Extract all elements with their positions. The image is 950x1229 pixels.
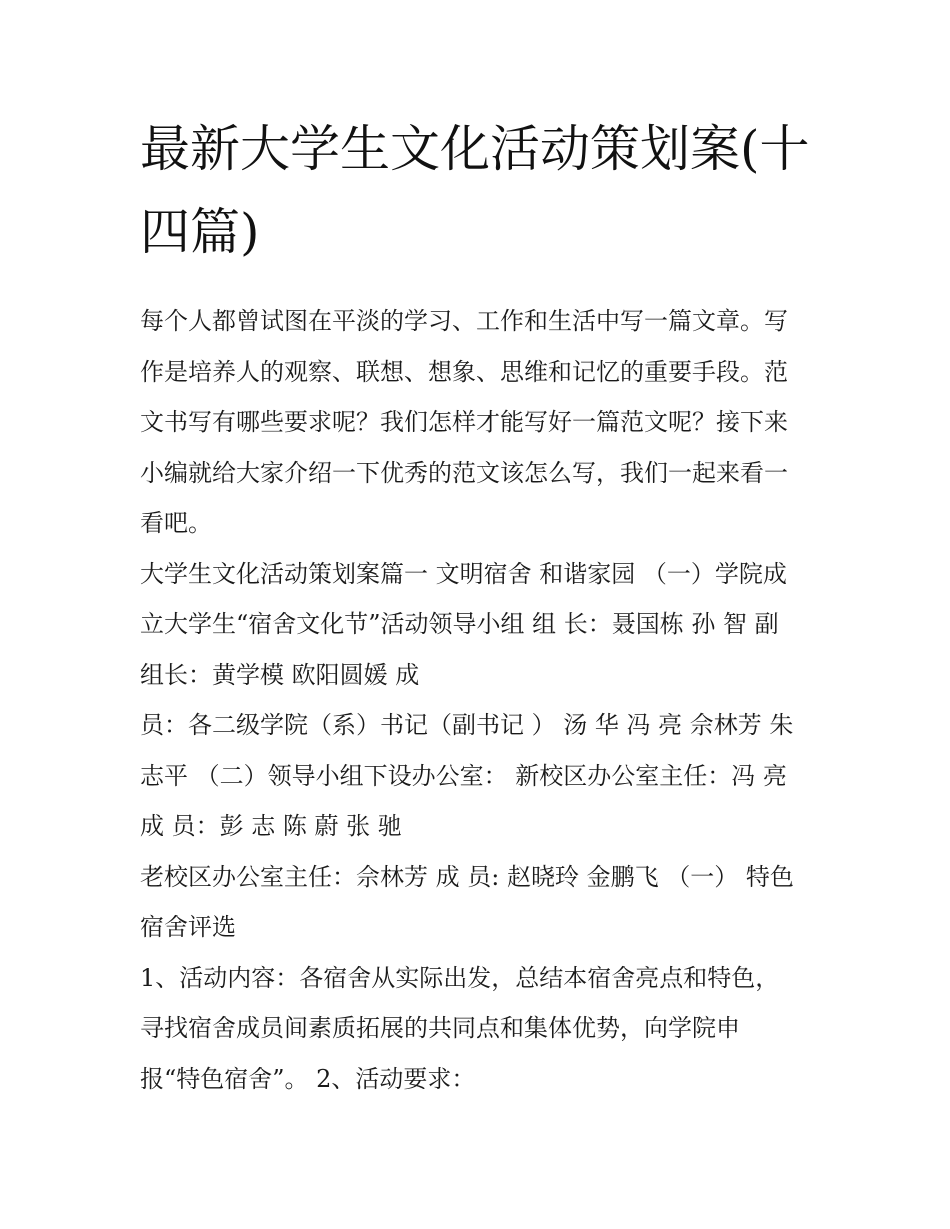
section-paragraph-old-campus: [140, 852, 815, 953]
text-line: 宿舍评选: [140, 913, 236, 941]
section-paragraph-activity: [140, 953, 815, 1105]
text-line: 成 员：彭 志 陈 蔚 张 驰: [140, 812, 402, 840]
text-line: 寻找宿舍成员间素质拓展的共同点和集体优势，向学院申: [140, 1014, 740, 1042]
section-paragraph-members: [140, 700, 815, 852]
text-line: 志平 （二）领导小组下设办公室： 新校区办公室主任：冯 亮: [140, 761, 787, 790]
text-line: 报“特色宿舍”。 2、活动要求：: [140, 1064, 476, 1093]
text-line: 文书写有哪些要求呢？我们怎样才能写好一篇范文呢？接下来: [140, 408, 788, 436]
text-line: 每个人都曾试图在平淡的学习、工作和生活中写一篇文章。写: [140, 307, 788, 335]
title-line: 最新大学生文化活动策划案(十: [140, 120, 810, 178]
text-line: 大学生文化活动策划案篇一 文明宿舍 和谐家园 （一）学院成: [140, 559, 787, 588]
text-line: 1、活动内容：各宿舍从实际出发，总结本宿舍亮点和特色，: [140, 963, 780, 992]
text-line: 看吧。: [140, 509, 212, 537]
document-body: [140, 108, 815, 1104]
section-paragraph-leadership: [140, 549, 815, 701]
page-title: [140, 108, 815, 274]
text-line: 作是培养人的观察、联想、想象、思维和记忆的重要手段。范: [140, 357, 788, 386]
text-line: 立大学生“宿舍文化节”活动领导小组 组 长：聂国栋 孙 智 副: [140, 610, 779, 638]
title-line: 四篇): [140, 203, 260, 261]
text-line: 员：各二级学院（系）书记（副书记 ） 汤 华 冯 亮 佘林芳 朱: [140, 711, 794, 739]
intro-paragraph: [140, 296, 815, 549]
text-line: 老校区办公室主任：佘林芳 成 员: 赵晓玲 金鹏飞 （一） 特色: [140, 862, 794, 891]
text-line: 小编就给大家介绍一下优秀的范文该怎么写，我们一起来看一: [140, 458, 788, 487]
text-line: 组长：黄学模 欧阳圆媛 成: [140, 660, 420, 689]
